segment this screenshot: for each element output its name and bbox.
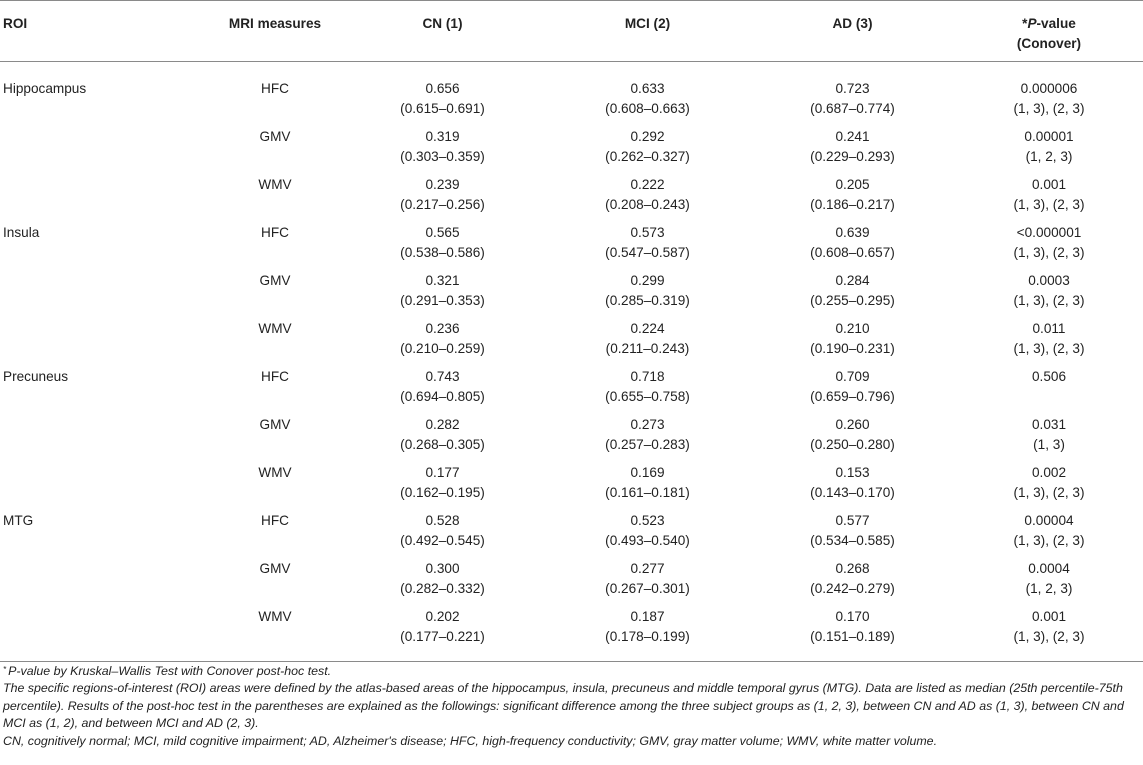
- cell-mci-mci-iqr: (0.161–0.181): [605, 484, 690, 500]
- cell-mci-mci-iqr: (0.262–0.327): [605, 148, 690, 164]
- cell-measure-measure: GMV: [259, 272, 291, 288]
- cell-ad-ad-iqr: (0.659–0.796): [810, 388, 895, 404]
- table-row: [0, 511, 1143, 559]
- cell-mci-mci: 0.573: [630, 224, 665, 240]
- cell-p-value-p: 0.001: [1031, 608, 1067, 624]
- table-row: [0, 319, 1143, 367]
- cell-measure: [210, 223, 340, 271]
- cell-roi-roi: Insula: [3, 224, 40, 240]
- cell-measure: [210, 463, 340, 511]
- header-cn: CN (1): [340, 1, 545, 62]
- cell-mci-mci-iqr: (0.655–0.758): [605, 388, 690, 404]
- cell-ad-ad-iqr: (0.687–0.774): [810, 101, 895, 116]
- cell-mci: [545, 319, 750, 367]
- cell-measure-measure: WMV: [258, 176, 292, 192]
- cell-mci-mci-iqr: (0.257–0.283): [605, 436, 690, 452]
- cell-cn-cn: 0.282: [425, 416, 460, 432]
- cell-ad-ad: 0.268: [835, 560, 870, 576]
- cell-measure: [210, 319, 340, 367]
- cell-p-value-p-groups: (1, 3): [1033, 436, 1065, 452]
- cell-mci: [545, 511, 750, 559]
- cell-mci-mci: 0.633: [630, 81, 665, 96]
- cell-measure-measure: WMV: [258, 320, 292, 336]
- cell-roi: [0, 319, 210, 367]
- cell-ad-ad-iqr: (0.151–0.189): [810, 628, 895, 644]
- cell-ad-ad: 0.723: [835, 81, 870, 96]
- cell-mci-mci: 0.273: [630, 416, 665, 432]
- cell-measure-measure: HFC: [261, 368, 289, 384]
- cell-ad-ad-iqr: (0.242–0.279): [810, 580, 895, 596]
- cell-mci-mci-iqr: (0.493–0.540): [605, 532, 690, 548]
- cell-cn-cn-iqr: (0.291–0.353): [400, 292, 485, 308]
- cell-mci-mci-iqr: (0.208–0.243): [605, 196, 690, 212]
- cell-p-value-p-groups: (1, 3), (2, 3): [1013, 340, 1085, 356]
- header-mri-measures: MRI measures: [210, 1, 340, 62]
- cell-measure: [210, 559, 340, 607]
- cell-mci: [545, 367, 750, 415]
- cell-mci-mci-iqr: (0.285–0.319): [605, 292, 690, 308]
- cell-p-value: [955, 175, 1143, 223]
- cell-p-value-p-groups: (1, 3), (2, 3): [1013, 292, 1085, 308]
- cell-ad-ad-iqr: (0.608–0.657): [810, 244, 895, 260]
- cell-roi: [0, 511, 210, 559]
- cell-ad-ad: 0.284: [835, 272, 870, 288]
- cell-p-value-p-groups: (1, 3), (2, 3): [1013, 532, 1085, 548]
- cell-cn-cn-iqr: (0.615–0.691): [400, 101, 485, 116]
- cell-cn: [340, 559, 545, 607]
- cell-measure-measure: WMV: [258, 608, 292, 624]
- cell-cn: [340, 607, 545, 662]
- footnote-mark: *: [3, 665, 7, 674]
- footnote-roi-definition: The specific regions-of-interest (ROI) areas were defined by the atlas-based areas of the hippocampus, insula, precuneus and middle temporal gyrus (MTG). Data are listed as median (25th percentile-75th percentile). Results of the post-hoc test in the parentheses are explained as the followings: significant difference among the three subject groups as (1, 2, 3), between CN and AD as (1, 3), between CN and MCI as (1, 2), and between MCI and AD (2, 3).: [3, 681, 1124, 731]
- cell-roi: [0, 607, 210, 662]
- cell-ad-ad: 0.260: [835, 416, 870, 432]
- header-mci: MCI (2): [545, 1, 750, 62]
- cell-roi: [0, 271, 210, 319]
- cell-cn: [340, 511, 545, 559]
- cell-ad: [750, 463, 955, 511]
- cell-mci-mci-iqr: (0.608–0.663): [605, 101, 690, 116]
- table-row: [0, 367, 1143, 415]
- header-ad: AD (3): [750, 1, 955, 62]
- cell-measure-measure: GMV: [259, 560, 291, 576]
- p-suffix: -value: [1036, 16, 1076, 31]
- cell-measure-measure: HFC: [261, 81, 289, 96]
- cell-roi: [0, 62, 210, 127]
- cell-p-value: [955, 271, 1143, 319]
- cell-cn-cn-iqr: (0.282–0.332): [400, 580, 485, 596]
- table-row: [0, 607, 1143, 662]
- cell-ad-ad-iqr: (0.250–0.280): [810, 436, 895, 452]
- cell-cn: [340, 127, 545, 175]
- cell-p-value-p-groups: (1, 2, 3): [1025, 580, 1073, 596]
- cell-mci-mci-iqr: (0.211–0.243): [605, 340, 690, 356]
- cell-cn-cn-iqr: (0.492–0.545): [400, 532, 485, 548]
- cell-cn-cn: 0.177: [425, 464, 460, 480]
- cell-measure-measure: GMV: [259, 416, 291, 432]
- table-footnotes: [3, 663, 1139, 750]
- cell-mci-mci: 0.523: [630, 512, 665, 528]
- cell-ad-ad: 0.241: [835, 128, 870, 144]
- cell-p-value-p-groups: (1, 3), (2, 3): [1013, 244, 1085, 260]
- cell-measure: [210, 127, 340, 175]
- cell-mci: [545, 415, 750, 463]
- footnote-p-test: P-value by Kruskal–Wallis Test with Conover post-hoc test.: [8, 664, 332, 678]
- cell-measure: [210, 62, 340, 127]
- table-row: [0, 127, 1143, 175]
- cell-measure: [210, 367, 340, 415]
- cell-ad: [750, 271, 955, 319]
- cell-cn-cn-iqr: (0.538–0.586): [400, 244, 485, 260]
- cell-p-value-p: 0.506: [1031, 368, 1067, 384]
- cell-measure-measure: HFC: [261, 512, 289, 528]
- cell-cn-cn: 0.319: [425, 128, 460, 144]
- cell-roi: [0, 463, 210, 511]
- cell-measure: [210, 415, 340, 463]
- cell-ad-ad-iqr: (0.186–0.217): [810, 196, 895, 212]
- cell-mci: [545, 271, 750, 319]
- cell-ad: [750, 511, 955, 559]
- cell-cn-cn: 0.656: [425, 81, 460, 96]
- cell-cn: [340, 175, 545, 223]
- cell-p-value-p: 0.000006: [1020, 81, 1078, 96]
- cell-p-value-p: 0.0003: [1028, 272, 1070, 288]
- cell-ad: [750, 319, 955, 367]
- cell-ad-ad: 0.709: [835, 368, 870, 384]
- cell-cn-cn-iqr: (0.162–0.195): [400, 484, 485, 500]
- footnote-p-value: [3, 663, 1139, 680]
- cell-roi: [0, 559, 210, 607]
- p-letter: P: [1027, 16, 1037, 31]
- cell-ad-ad-iqr: (0.143–0.170): [810, 484, 895, 500]
- cell-mci-mci: 0.187: [630, 608, 665, 624]
- cell-p-value: [955, 223, 1143, 271]
- cell-roi-roi: Precuneus: [3, 368, 68, 384]
- cell-mci-mci-iqr: (0.547–0.587): [605, 244, 690, 260]
- cell-ad: [750, 367, 955, 415]
- table-header: [0, 1, 1143, 62]
- cell-cn-cn-iqr: (0.177–0.221): [400, 628, 485, 644]
- cell-p-value: [955, 607, 1143, 662]
- cell-p-value: [955, 559, 1143, 607]
- cell-ad: [750, 607, 955, 662]
- cell-cn-cn: 0.528: [425, 512, 460, 528]
- cell-measure-measure: HFC: [261, 224, 289, 240]
- cell-cn-cn: 0.321: [425, 272, 460, 288]
- cell-mci: [545, 559, 750, 607]
- cell-p-value: [955, 127, 1143, 175]
- cell-p-value-p: 0.002: [1031, 464, 1067, 480]
- cell-measure-measure: WMV: [258, 464, 292, 480]
- cell-p-value-p-groups: (1, 2, 3): [1025, 148, 1073, 164]
- p-asterisk: *: [1022, 16, 1028, 31]
- cell-cn-cn-iqr: (0.268–0.305): [400, 436, 485, 452]
- cell-measure: [210, 175, 340, 223]
- cell-mci: [545, 607, 750, 662]
- table-row: [0, 415, 1143, 463]
- cell-ad-ad: 0.577: [835, 512, 870, 528]
- cell-ad: [750, 223, 955, 271]
- cell-cn-cn-iqr: (0.217–0.256): [400, 196, 485, 212]
- cell-roi: [0, 127, 210, 175]
- cell-ad-ad: 0.170: [835, 608, 870, 624]
- cell-mci-mci: 0.222: [630, 176, 665, 192]
- table-row: [0, 271, 1143, 319]
- cell-ad-ad-iqr: (0.534–0.585): [810, 532, 895, 548]
- cell-cn-cn: 0.202: [425, 608, 460, 624]
- header-roi: ROI: [0, 1, 210, 62]
- table-body: [0, 62, 1143, 662]
- cell-cn-cn: 0.743: [425, 368, 460, 384]
- cell-mci: [545, 223, 750, 271]
- cell-p-value-p-groups: (1, 3), (2, 3): [1013, 196, 1085, 212]
- cell-cn: [340, 271, 545, 319]
- cell-p-value: [955, 62, 1143, 127]
- cell-roi-roi: MTG: [3, 512, 34, 528]
- cell-mci-mci: 0.277: [630, 560, 665, 576]
- cell-p-value-p: 0.00004: [1024, 512, 1074, 528]
- cell-cn-cn-iqr: (0.210–0.259): [400, 340, 485, 356]
- table-row: [0, 559, 1143, 607]
- cell-ad-ad-iqr: (0.255–0.295): [810, 292, 895, 308]
- cell-cn: [340, 367, 545, 415]
- cell-p-value-p-groups: (1, 3), (2, 3): [1013, 484, 1085, 500]
- cell-p-value-p: 0.0004: [1028, 560, 1070, 576]
- cell-p-value-p: <0.000001: [1016, 224, 1082, 240]
- cell-p-value-p: 0.00001: [1024, 128, 1074, 144]
- cell-ad-ad: 0.639: [835, 224, 870, 240]
- cell-p-value-p-groups: (1, 3), (2, 3): [1013, 628, 1085, 644]
- cell-p-value-p: 0.011: [1032, 320, 1066, 336]
- cell-mci: [545, 127, 750, 175]
- cell-p-value: [955, 319, 1143, 367]
- cell-p-value: [955, 511, 1143, 559]
- cell-mci: [545, 62, 750, 127]
- cell-cn-cn-iqr: (0.694–0.805): [400, 388, 485, 404]
- cell-ad-ad-iqr: (0.229–0.293): [810, 148, 895, 164]
- header-p-value: [955, 1, 1143, 62]
- cell-p-value: [955, 463, 1143, 511]
- cell-cn: [340, 319, 545, 367]
- cell-cn: [340, 62, 545, 127]
- header-row: [0, 1, 1143, 62]
- table-row: [0, 223, 1143, 271]
- cell-cn-cn: 0.239: [425, 176, 460, 192]
- table-row: [0, 175, 1143, 223]
- cell-mci: [545, 463, 750, 511]
- cell-p-value-p: 0.001: [1031, 176, 1067, 192]
- cell-p-value: [955, 415, 1143, 463]
- cell-cn-cn: 0.300: [425, 560, 460, 576]
- cell-mci-mci: 0.169: [630, 464, 665, 480]
- table-row: [0, 62, 1143, 127]
- cell-ad-ad-iqr: (0.190–0.231): [810, 340, 895, 356]
- cell-roi: [0, 175, 210, 223]
- cell-measure: [210, 607, 340, 662]
- cell-ad: [750, 62, 955, 127]
- p-method: (Conover): [1016, 36, 1082, 51]
- cell-p-value-p: 0.031: [1031, 416, 1067, 432]
- cell-p-value-p-groups: (1, 3), (2, 3): [1013, 101, 1085, 116]
- cell-ad: [750, 559, 955, 607]
- cell-mci-mci-iqr: (0.267–0.301): [605, 580, 690, 596]
- cell-roi: [0, 223, 210, 271]
- cell-roi: [0, 415, 210, 463]
- cell-measure-measure: GMV: [259, 128, 291, 144]
- cell-roi: [0, 367, 210, 415]
- table-row: [0, 463, 1143, 511]
- cell-cn: [340, 415, 545, 463]
- cell-p-value: [955, 367, 1143, 415]
- cell-ad-ad: 0.153: [835, 464, 870, 480]
- cell-mci-mci-iqr: (0.178–0.199): [605, 628, 690, 644]
- cell-cn-cn-iqr: (0.303–0.359): [400, 148, 485, 164]
- cell-mci: [545, 175, 750, 223]
- cell-ad: [750, 175, 955, 223]
- cell-ad-ad: 0.205: [835, 176, 870, 192]
- cell-mci-mci: 0.718: [630, 368, 665, 384]
- cell-cn: [340, 223, 545, 271]
- cell-mci-mci: 0.299: [630, 272, 665, 288]
- cell-measure: [210, 271, 340, 319]
- cell-cn-cn: 0.565: [425, 224, 460, 240]
- cell-mci-mci: 0.292: [630, 128, 665, 144]
- cell-measure: [210, 511, 340, 559]
- footnote-abbreviations: CN, cognitively normal; MCI, mild cognitive impairment; AD, Alzheimer's disease; HFC, high-frequency conductivity; GMV, gray matter volume; WMV, white matter volume.: [3, 733, 938, 748]
- cell-roi-roi: Hippocampus: [3, 81, 87, 96]
- cell-ad: [750, 415, 955, 463]
- cell-mci-mci: 0.224: [630, 320, 665, 336]
- cell-cn: [340, 463, 545, 511]
- cell-ad-ad: 0.210: [835, 320, 870, 336]
- cell-cn-cn: 0.236: [425, 320, 460, 336]
- cell-ad: [750, 127, 955, 175]
